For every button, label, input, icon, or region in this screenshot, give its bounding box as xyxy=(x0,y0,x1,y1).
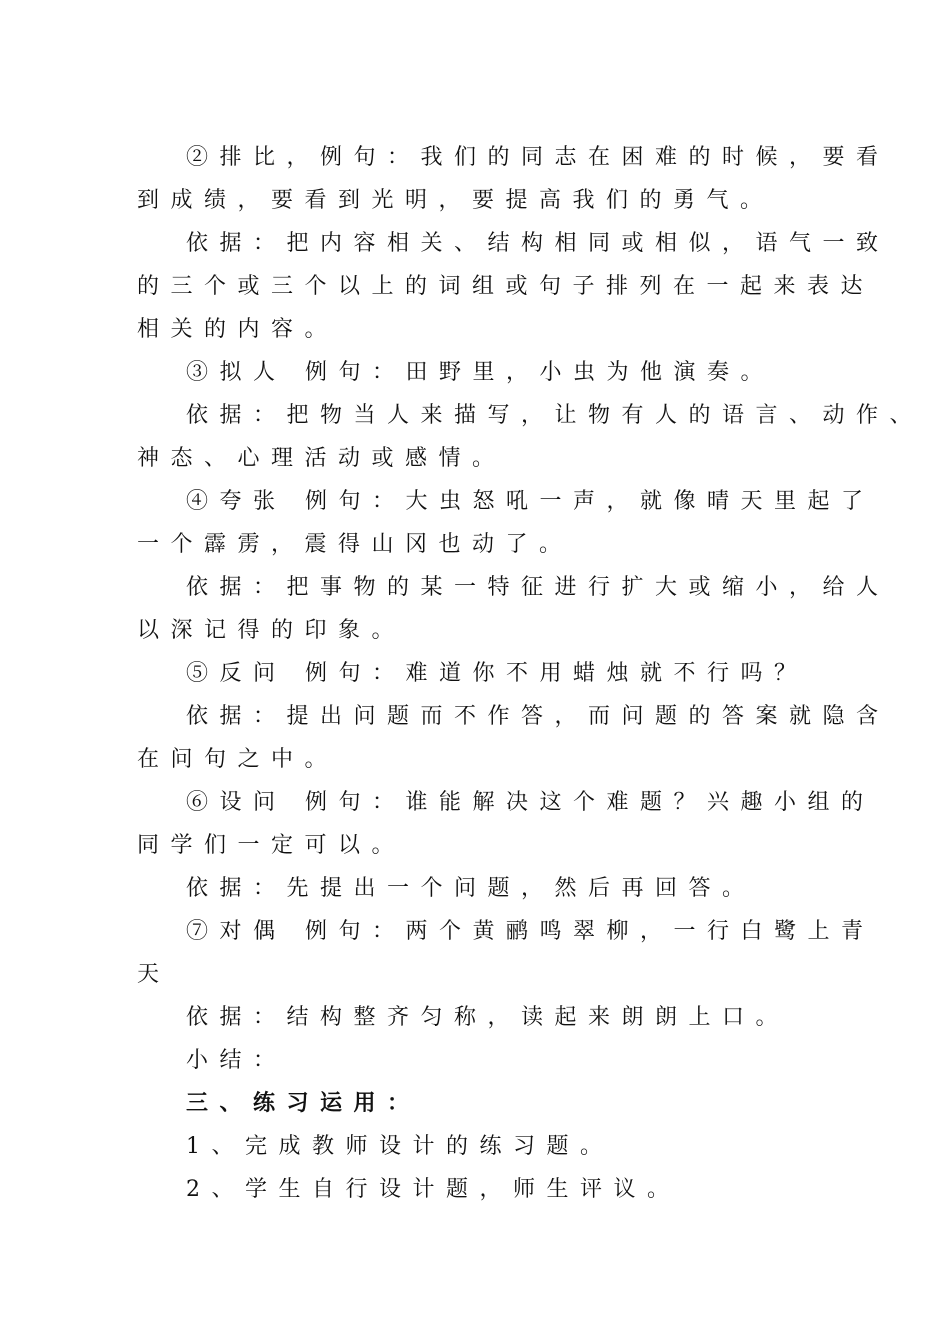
paragraph-line: 依据：先提出一个问题，然后再回答。 xyxy=(186,876,756,901)
paragraph-line: 依据：结构整齐匀称，读起来朗朗上口。 xyxy=(186,1005,790,1030)
paragraph-line: 相关的内容。 xyxy=(137,317,339,342)
paragraph-line: 以深记得的印象。 xyxy=(137,618,406,643)
paragraph-line: 一个霹雳，震得山冈也动了。 xyxy=(137,532,573,557)
paragraph-line: 的三个或三个以上的词组或句子排列在一起来表达 xyxy=(137,274,875,299)
paragraph-line: 天 xyxy=(137,962,171,987)
paragraph-line: 到成绩，要看到光明，要提高我们的勇气。 xyxy=(137,188,774,213)
paragraph-line: 神态、心理活动或感情。 xyxy=(137,446,506,471)
paragraph-line: ⑥设问 例句：谁能解决这个难题？兴趣小组的 xyxy=(186,790,875,815)
section-heading: 三、练习运用： xyxy=(186,1090,421,1116)
list-item: 2、学生自行设计题，师生评议。 xyxy=(186,1177,681,1202)
paragraph-line: 在问句之中。 xyxy=(137,747,339,772)
paragraph-line: 依据：把事物的某一特征进行扩大或缩小，给人 xyxy=(186,575,890,600)
paragraph-line: 依据：提出问题而不作答，而问题的答案就隐含 xyxy=(186,704,890,729)
paragraph-line: ②排比，例句：我们的同志在困难的时候，要看 xyxy=(186,145,890,170)
paragraph-line: 依据：把内容相关、结构相同或相似，语气一致 xyxy=(186,231,890,256)
paragraph-line: ⑤反问 例句：难道你不用蜡烛就不行吗？ xyxy=(186,661,808,686)
paragraph-line: ④夸张 例句：大虫怒吼一声，就像晴天里起了 xyxy=(186,489,875,514)
paragraph-line: ⑦对偶 例句：两个黄鹂鸣翠柳，一行白鹭上青 xyxy=(186,919,875,944)
document-body xyxy=(137,136,924,1211)
paragraph-line: 依据：把物当人来描写，让物有人的语言、动作、 xyxy=(186,403,924,428)
paragraph-line: 小结： xyxy=(186,1048,287,1073)
paragraph-line: 同学们一定可以。 xyxy=(137,833,406,858)
list-item: 1、完成教师设计的练习题。 xyxy=(186,1134,614,1159)
paragraph-line: ③拟人 例句：田野里，小虫为他演奏。 xyxy=(186,360,774,385)
